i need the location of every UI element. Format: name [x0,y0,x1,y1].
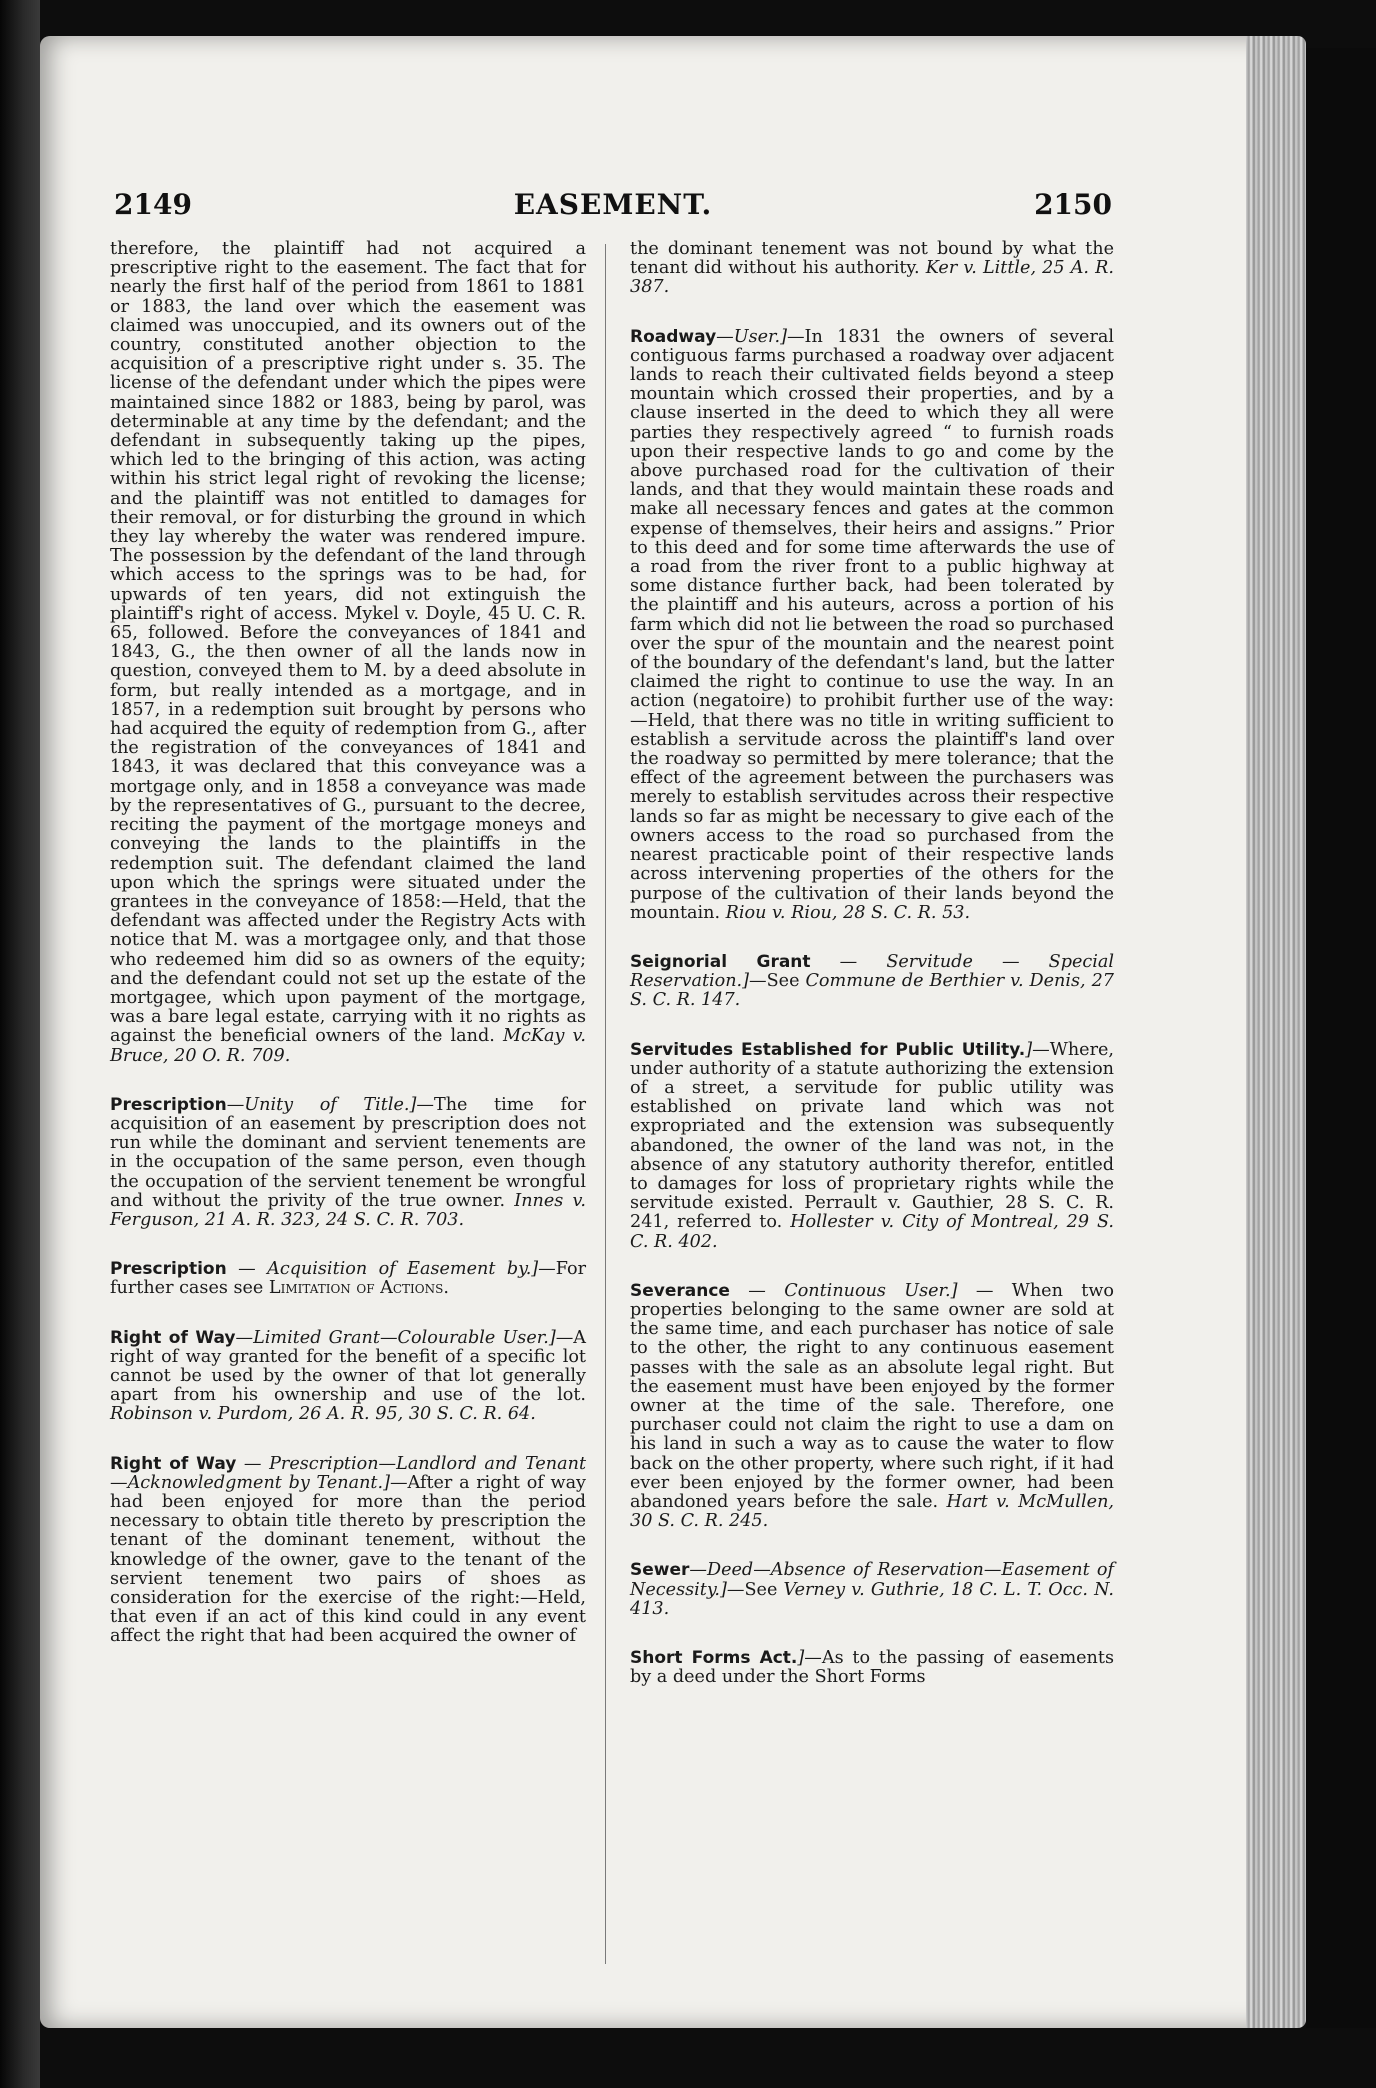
entry-subtitle: — Acquisition of Easement by.] [226,1259,539,1280]
entry-headword: Sewer [630,1560,690,1581]
entry-subtitle: —Limited Grant—Colourable User.] [235,1327,556,1348]
entry-subtitle: — Continuous User.] [729,1280,958,1301]
scan-edge-right [1306,48,1376,2028]
entry [630,953,1114,1011]
running-header [114,188,1112,232]
entry [630,328,1114,923]
right-column [630,240,1114,1705]
entry [110,1096,586,1230]
entry-headword: Right of Way [110,1453,237,1474]
entry-headword: Servitudes Established for Public Utility. [630,1039,1026,1060]
entry [630,1282,1114,1532]
column-rule [605,244,606,1964]
entry-text: —After a right of way had been enjoyed for more than the period necessary to obtain title thereto by prescription the tenant of the dominant tenement, without the knowledge of the owner, gave to the tenant of the servient tenement two pairs of shoes as consideration for the exercise of the right:—Held, that even if an act of this kind could in any event affect the right that had been acquired the owner of [110,1472,586,1647]
entry-subtitle: —Deed—Absence of Reservation—Easement of Necessity.] [630,1560,1114,1600]
entry-text: —For further cases see [110,1259,586,1299]
citation: McKay v. Bruce, 20 O. R. 709. [110,1026,587,1066]
entry-headword: Severance [630,1280,730,1301]
continuation-paragraph [110,240,586,1066]
entry [630,1649,1114,1687]
entry-subtitle: ] [797,1648,805,1668]
cross-reference: Limitation of Actions. [268,1278,449,1299]
entry-headword: Seignorial Grant [630,951,811,972]
entry-subtitle: — Servitude — Special Reservation.] [630,951,1114,992]
left-column [110,240,586,1664]
citation: Verney v. Guthrie, 18 C. L. T. Occ. N. 413. [630,1579,1114,1619]
entry-headword: Short Forms Act. [630,1648,798,1668]
citation: Hart v. McMullen, 30 S. C. R. 245. [630,1491,1114,1532]
entry [630,1561,1114,1619]
citation: Ker v. Little, 25 A. R. 387. [630,258,1114,298]
entry-headword: Prescription [110,1259,227,1280]
entry [110,1260,586,1298]
entry-text: —As to the passing of easements by a deed under the Short Forms [630,1648,1114,1688]
citation: Riou v. Riou, 28 S. C. R. 53. [725,902,971,923]
entry-subtitle: —User.] [716,326,787,347]
running-title: EASEMENT. [513,188,713,221]
entry-subtitle: —Unity of Title.] [226,1094,417,1115]
entry-text: — When two properties belonging to the same owner are sold at the same time, and each purchaser has notice of sale to the other, the right to any continuous easement passes with the sale as an absolute legal right. But the easement must have been enjoyed by the former owner at the time of the sale. Therefore, one purchaser could not claim the right to use a dam on his land in such a way as to cause the water to flow back on the other property, where such right, if it had ever been enjoyed by the former owner, had been abandoned years before the sale. [630,1280,1114,1512]
scan-edge-left [0,0,40,2088]
entry-subtitle: ] [1025,1039,1033,1060]
entry-text: —Where, under authority of a statute authorizing the extension of a street, a servitude for public utility was established on private land which was not expropriated and the extension was subsequently abandoned, the owner of the land was not, in the absence of any statutory authority therefor, entitled to damages for loss of proprietary rights while the servitude existed. Perrault v. Gauthier, 28 S. C. R. 241, referred to. [630,1039,1114,1233]
page-edges [1246,36,1306,2028]
entry-headword: Prescription [110,1094,227,1115]
entry [110,1455,586,1647]
entry-text: —In 1831 the owners of several contiguous farms purchased a roadway over adjacent lands to reach their cultivated fields beyond a steep mountain which crossed their properties, and by a clause inserted in the deed to which they all were parties they respectively agreed “ to furnish roads upon their respective lands to go and come by the above purchased road for the cultivation of their lands, and that they would maintain these roads and make all necessary fences and gates at the common expense of themselves, their heirs and assigns.” Prior to this deed and for some time afterwards the use of a road from the river front to a public highway at some distance further back, had been tolerated by the plaintiff and his auteurs, across a portion of his farm which did not lie between the road so purchased over the spur of the mountain and the nearest point of the boundary of the defendant's land, but the latter claimed the right to continue to use the way. In an action (negatoire) to prohibit further use of the way:—Held, that there was no title in writing sufficient to establish a servitude across the plaintiff's land over the roadway so permitted by mere tolerance; that the effect of the agreement between the purchasers was merely to establish servitudes across their respective lands so far as might be necessary to give each of the owners access to the road so purchased from the nearest practicable point of their respective lands across intervening properties of the others for the purpose of the cultivation of their lands beyond the mountain. [630,326,1114,923]
entry-headword: Right of Way [110,1327,236,1348]
citation: Commune de Berthier v. Denis, 27 S. C. R. 147. [630,971,1114,1011]
page-number-right: 2150 [1034,188,1112,221]
entry-subtitle: — Prescription—Landlord and Tenant—Acknowledgment by Tenant.] [110,1453,587,1493]
continuation-paragraph [630,240,1114,298]
continuation-text: therefore, the plaintiff had not acquired a prescriptive right to the easement. The fact that for nearly the first half of the period from 1861 to 1881 or 1883, the land over which the easement was claimed was unoccupied, and its owners out of the country, constituted another objection to the acquisition of a prescriptive right under s. 35. The license of the defendant under which the pipes were maintained since 1882 or 1883, being by parol, was determinable at any time by the defendant; and the defendant in subsequently taking up the pipes, which led to the bringing of this action, was acting within his strict legal right of revoking the license; and the plaintiff was not entitled to damages for their removal, or for disturbing the ground in which they lay whereby the water was rendered impure. The possession by the defendant of the land through which access to the springs was to be had, for upwards of ten years, did not extinguish the plaintiff's right of access. Mykel v. Doyle, 45 U. C. R. 65, followed. Before the conveyances of 1841 and 1843, G., the then owner of all the lands now in question, conveyed them to M. by a deed absolute in form, but really intended as a mortgage, and in 1857, in a redemption suit brought by persons who had acquired the equity of redemption from G., after the registration of the conveyances of 1841 and 1843, it was declared that this conveyance was a mortgage only, and in 1858 a conveyance was made by the representatives of G., pursuant to the decree, reciting the payment of the mortgage moneys and conveying the lands to the plaintiffs in the redemption suit. The defendant claimed the land upon which the springs were situated under the grantees in the conveyance of 1858:—Held, that the defendant was affected under the Registry Acts with notice that M. was a mortgagee only, and that those who redeemed him did so as owners of the equity; and the defendant could not set up the estate of the mortgagee, which upon payment of the mortgage, was a bare legal estate, carrying with it no rights as against the beneficial owners of the land. [110,239,586,1047]
citation: Hollester v. City of Montreal, 29 S. C. R. 402. [630,1212,1115,1252]
entry [110,1329,586,1425]
citation: Innes v. Ferguson, 21 A. R. 323, 24 S. C. R. 703. [110,1190,587,1230]
page-number-left: 2149 [114,188,192,221]
entry-text: —See [749,971,806,992]
entry-text: —The time for acquisition of an easement by prescription does not run while the dominant and servient tenements are in the occupation of the same person, even though the occupation of the servient tenement be wrongful and without the privity of the true owner. [110,1094,586,1211]
continuation-text: the dominant tenement was not bound by what the tenant did without his authority. [630,239,1114,279]
citation: Robinson v. Purdom, 26 A. R. 95, 30 S. C. R. 64. [110,1404,536,1425]
entry-text: —A right of way granted for the benefit of a specific lot cannot be used by the owner of that lot generally apart from his ownership and use of the lot. [110,1327,586,1406]
entry-headword: Roadway [630,326,717,347]
entry [630,1041,1114,1252]
entry-text: —See [726,1579,784,1600]
